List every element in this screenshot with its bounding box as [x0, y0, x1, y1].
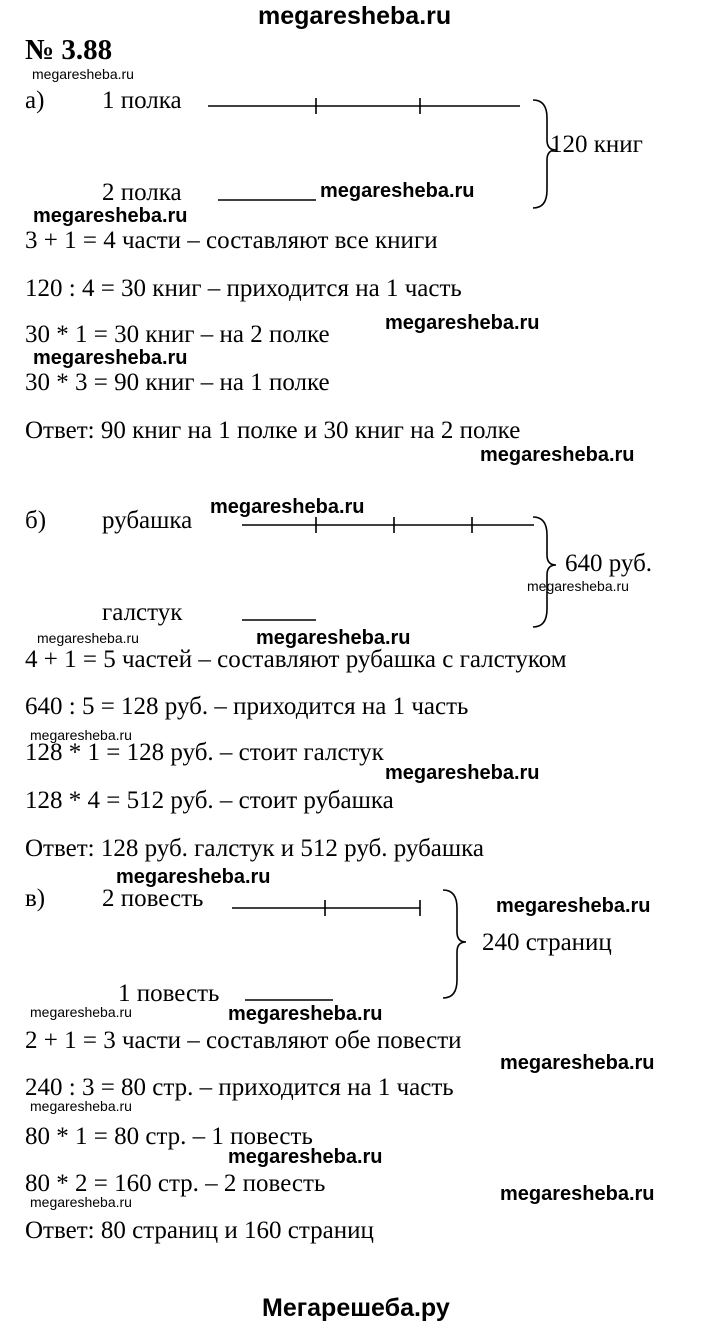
part-c-label-story1: 1 повесть	[118, 980, 220, 1007]
watermark-small: megaresheba.ru	[32, 66, 134, 82]
part-a-line-4: 30 * 3 = 90 книг – на 1 полке	[25, 369, 330, 396]
site-header: megaresheba.ru	[258, 2, 452, 30]
watermark-big: megaresheba.ru	[210, 496, 365, 518]
footer-brand: Мегарешеба.ру	[262, 1294, 450, 1322]
watermark-big: megaresheba.ru	[228, 1146, 383, 1168]
part-a-label-shelf2: 2 полка	[102, 179, 182, 206]
watermark-big: megaresheba.ru	[480, 444, 635, 466]
watermark-small: megaresheba.ru	[30, 1194, 132, 1210]
part-c-line-4: 80 * 2 = 160 стр. – 2 повесть	[25, 1170, 326, 1197]
part-c-line-2: 240 : 3 = 80 стр. – приходится на 1 часть	[25, 1074, 454, 1101]
part-c-line-1: 2 + 1 = 3 части – составляют обе повести	[25, 1027, 462, 1054]
watermark-big: megaresheba.ru	[33, 347, 188, 369]
part-b-label-tie: галстук	[102, 599, 183, 626]
part-b-line-4: 128 * 4 = 512 руб. – стоит рубашка	[25, 787, 394, 814]
part-c-letter: в)	[25, 885, 46, 912]
watermark-big: megaresheba.ru	[320, 180, 475, 202]
watermark-small: megaresheba.ru	[30, 727, 132, 743]
watermark-small: megaresheba.ru	[30, 1004, 132, 1020]
part-b-line-2: 640 : 5 = 128 руб. – приходится на 1 часть	[25, 693, 469, 720]
brace-c	[443, 890, 466, 998]
watermark-small: megaresheba.ru	[527, 578, 629, 594]
problem-number: № 3.88	[25, 34, 113, 66]
part-a-answer: Ответ: 90 книг на 1 полке и 30 книг на 2 полке	[25, 417, 521, 444]
part-b-label-shirt: рубашка	[102, 507, 193, 534]
watermark-big: megaresheba.ru	[496, 895, 651, 917]
watermark-small: megaresheba.ru	[30, 1098, 132, 1114]
part-c-answer: Ответ: 80 страниц и 160 страниц	[25, 1217, 374, 1244]
watermark-big: megaresheba.ru	[500, 1052, 655, 1074]
watermark-big: megaresheba.ru	[116, 866, 271, 888]
part-b-line-1: 4 + 1 = 5 частей – составляют рубашка с галстуком	[25, 646, 567, 673]
part-c-line-3: 80 * 1 = 80 стр. – 1 повесть	[25, 1123, 313, 1150]
watermark-small: megaresheba.ru	[37, 630, 139, 646]
watermark-big: megaresheba.ru	[33, 205, 188, 227]
watermark-big: megaresheba.ru	[385, 762, 540, 784]
part-b-letter: б)	[25, 507, 47, 534]
part-c-label-story2: 2 повесть	[102, 885, 204, 912]
watermark-big: megaresheba.ru	[256, 627, 411, 649]
part-a-line-1: 3 + 1 = 4 части – составляют все книги	[25, 227, 438, 254]
watermark-big: megaresheba.ru	[385, 312, 540, 334]
watermark-big: megaresheba.ru	[500, 1183, 655, 1205]
watermark-big: megaresheba.ru	[228, 1003, 383, 1025]
part-a-label-shelf1: 1 полка	[102, 87, 182, 114]
brace-b	[533, 517, 556, 627]
part-b-total: 640 руб.	[565, 550, 653, 577]
part-a-line-2: 120 : 4 = 30 книг – приходится на 1 часть	[25, 275, 462, 302]
part-a-letter: а)	[25, 87, 45, 114]
part-b-line-3: 128 * 1 = 128 руб. – стоит галстук	[25, 739, 384, 766]
part-b-answer: Ответ: 128 руб. галстук и 512 руб. рубашка	[25, 835, 485, 862]
part-a-total: 120 книг	[550, 131, 643, 158]
part-c-total: 240 страниц	[482, 929, 612, 956]
part-a-line-3: 30 * 1 = 30 книг – на 2 полке	[25, 321, 330, 348]
